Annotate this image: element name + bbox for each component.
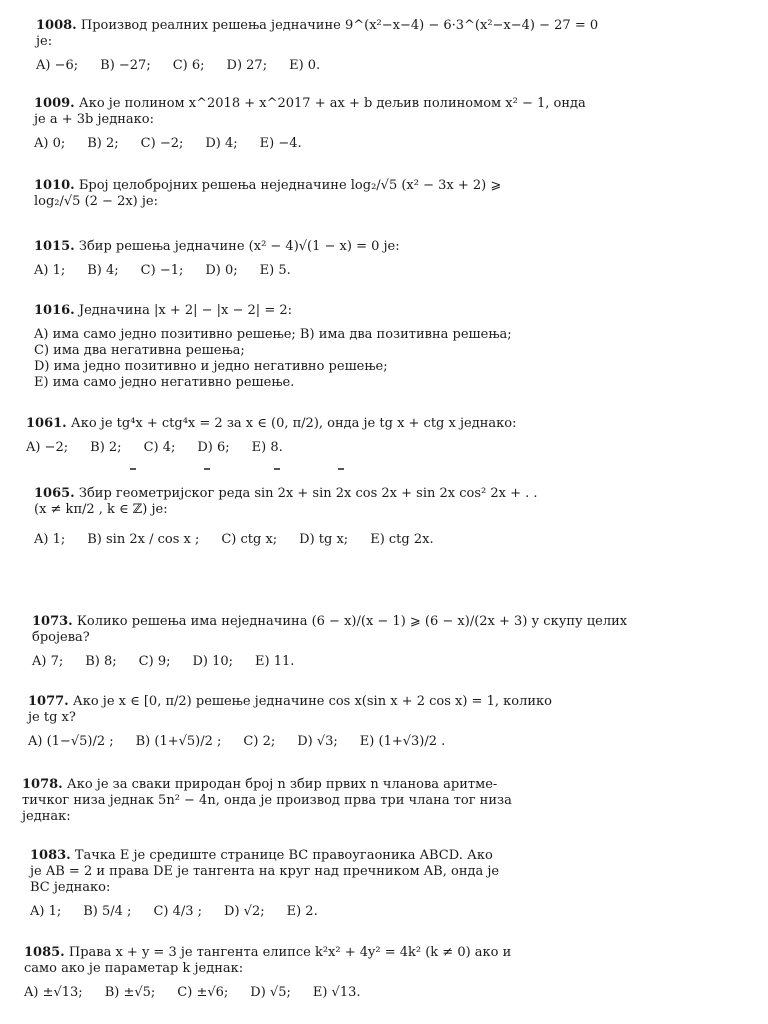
option-e: E) (1+√3)/2 . (359, 734, 446, 749)
option-c: C) −1; (140, 263, 184, 278)
answer-options (30, 904, 499, 920)
problem-1085 (24, 945, 511, 1001)
option-a: A) (1−√5)/2 ; (28, 734, 114, 749)
problem-number: 1015. (34, 239, 75, 254)
option-a: A) ±√13; (24, 985, 83, 1000)
option-c: C) ±√6; (177, 985, 229, 1000)
problem-1016 (34, 303, 512, 391)
option-a: A) 0; (34, 136, 66, 151)
problem-number: 1077. (28, 694, 69, 709)
problem-1010 (34, 178, 501, 210)
option-b: B) 4; (87, 263, 119, 278)
option-d: D) √5; (250, 985, 291, 1000)
option-d: D) 0; (205, 263, 238, 278)
option-c: C) 9; (138, 654, 171, 669)
option-b: B) 8; (85, 654, 117, 669)
option-c: C) ctg x; (221, 532, 278, 547)
problem-text: Број целобројних решења неједначине log₂/√5 (x² − 3x + 2) ⩾ (78, 178, 502, 193)
option-e: E) ctg 2x. (370, 532, 434, 547)
answer-options (34, 136, 586, 152)
problem-text: (x ≠ kπ/2 , k ∈ ℤ) је: (34, 502, 168, 517)
option-b: B) 5/4 ; (83, 904, 132, 919)
option-d: D) 4; (205, 136, 238, 151)
problem-number: 1083. (30, 848, 71, 863)
problem-1061 (26, 416, 516, 456)
option-a: A) 1; (34, 263, 66, 278)
problem-text: Производ реалних решења једначине 9^(x²−x−4) − 6·3^(x²−x−4) − 27 = 0 (80, 18, 599, 33)
problem-text: тичког низа једнак 5n² − 4n, онда је производ прва три члана тог низа (22, 793, 512, 808)
problem-number: 1016. (34, 303, 75, 318)
problem-1077 (28, 694, 552, 750)
option-d: D) tg x; (299, 532, 349, 547)
problem-1083 (30, 848, 499, 920)
option-e: E) има само једно негативно решење. (34, 375, 295, 390)
option-d: D) има једно позитивно и једно негативно решење; (34, 359, 388, 374)
option-b: B) 2; (87, 136, 119, 151)
problem-text: Ако је за сваки природан број n збир првих n чланова аритме- (66, 777, 498, 792)
option-e: E) 2. (286, 904, 318, 919)
option-a: A) 1; (34, 532, 66, 547)
problem-text: само ако је параметар k једнак: (24, 961, 244, 976)
option-e: E) 11. (255, 654, 295, 669)
option-e: E) −4. (259, 136, 302, 151)
problem-text: Збир геометријског реда sin 2x + sin 2x cos 2x + sin 2x cos² 2x + . . (78, 486, 538, 501)
option-c: C) има два негативна решења; (34, 343, 245, 358)
option-b: B) (1+√5)/2 ; (135, 734, 222, 749)
problem-number: 1061. (26, 416, 67, 431)
problem-number: 1085. (24, 945, 65, 960)
answer-options (36, 58, 598, 74)
problem-1009 (34, 96, 586, 152)
problem-text: је: (36, 34, 53, 49)
problem-1015 (34, 239, 400, 279)
option-d: D) √2; (224, 904, 265, 919)
problem-number: 1073. (32, 614, 73, 629)
option-d: D) 6; (197, 440, 230, 455)
problem-text: је a + 3b једнако: (34, 112, 154, 127)
answer-options (34, 263, 400, 279)
problem-text: Ако је x ∈ [0, π/2) решење једначине cos x(sin x + 2 cos x) = 1, колико (72, 694, 552, 709)
problem-number: 1065. (34, 486, 75, 501)
option-c: C) 4; (143, 440, 176, 455)
problem-text: log₂/√5 (2 − 2x) је: (34, 194, 158, 209)
problem-number: 1078. (22, 777, 63, 792)
answer-options (24, 985, 511, 1001)
option-a: A) 1; (30, 904, 62, 919)
answer-options (32, 654, 627, 670)
answer-options (28, 734, 552, 750)
problem-text: Права x + y = 3 је тангента елипсе k²x² + 4y² = 4k² (k ≠ 0) ако и (68, 945, 512, 960)
option-c: C) 6; (172, 58, 205, 73)
problem-text: бројева? (32, 630, 90, 645)
option-c: C) 2; (243, 734, 276, 749)
problem-number: 1010. (34, 178, 75, 193)
option-d: D) 27; (226, 58, 268, 73)
option-a: A) −6; (36, 58, 79, 73)
problem-1065 (34, 486, 538, 548)
option-e: E) 0. (289, 58, 321, 73)
problem-text: Колико решења има неједначина (6 − x)/(x − 1) ⩾ (6 − x)/(2x + 3) у скупу целих (76, 614, 628, 629)
problem-text: Једначина |x + 2| − |x − 2| = 2: (78, 303, 292, 318)
problem-text: једнак: (22, 809, 71, 824)
option-d: D) 10; (192, 654, 234, 669)
option-e: E) 8. (251, 440, 283, 455)
problem-text: Ако је полином x^2018 + x^2017 + ax + b дељив полиномом x² − 1, онда (78, 96, 586, 111)
problem-text: Ако је tg⁴x + ctg⁴x = 2 за x ∈ (0, π/2), онда је tg x + ctg x једнако: (70, 416, 517, 431)
problem-1078 (22, 777, 512, 825)
option-d: D) √3; (297, 734, 338, 749)
problem-text: Тачка E је средиште странице BC правоугаоника ABCD. Ако (74, 848, 493, 863)
option-b: B) ±√5; (104, 985, 156, 1000)
problem-text: је tg x? (28, 710, 76, 725)
option-b: B) −27; (100, 58, 151, 73)
answer-options (34, 532, 538, 548)
option-b: B) 2; (90, 440, 122, 455)
problem-number: 1009. (34, 96, 75, 111)
problem-text: BC једнако: (30, 880, 111, 895)
problem-number: 1008. (36, 18, 77, 33)
option-b: B) sin 2x / cos x ; (87, 532, 200, 547)
problem-1073 (32, 614, 627, 670)
option-c: C) 4/3 ; (153, 904, 203, 919)
option-e: E) 5. (259, 263, 291, 278)
problem-text: је AB = 2 и права DE је тангента на круг над пречником AB, онда је (30, 864, 500, 879)
option-a: A) 7; (32, 654, 64, 669)
answer-options (34, 327, 512, 391)
option-a-b: A) има само једно позитивно решење; B) има два позитивна решења; (34, 327, 512, 342)
scan-artifact (130, 468, 360, 472)
option-e: E) √13. (312, 985, 361, 1000)
problem-text: Збир решења једначине (x² − 4)√(1 − x) = 0 је: (78, 239, 400, 254)
option-c: C) −2; (140, 136, 184, 151)
problem-1008 (36, 18, 598, 74)
answer-options (26, 440, 516, 456)
option-a: A) −2; (26, 440, 69, 455)
